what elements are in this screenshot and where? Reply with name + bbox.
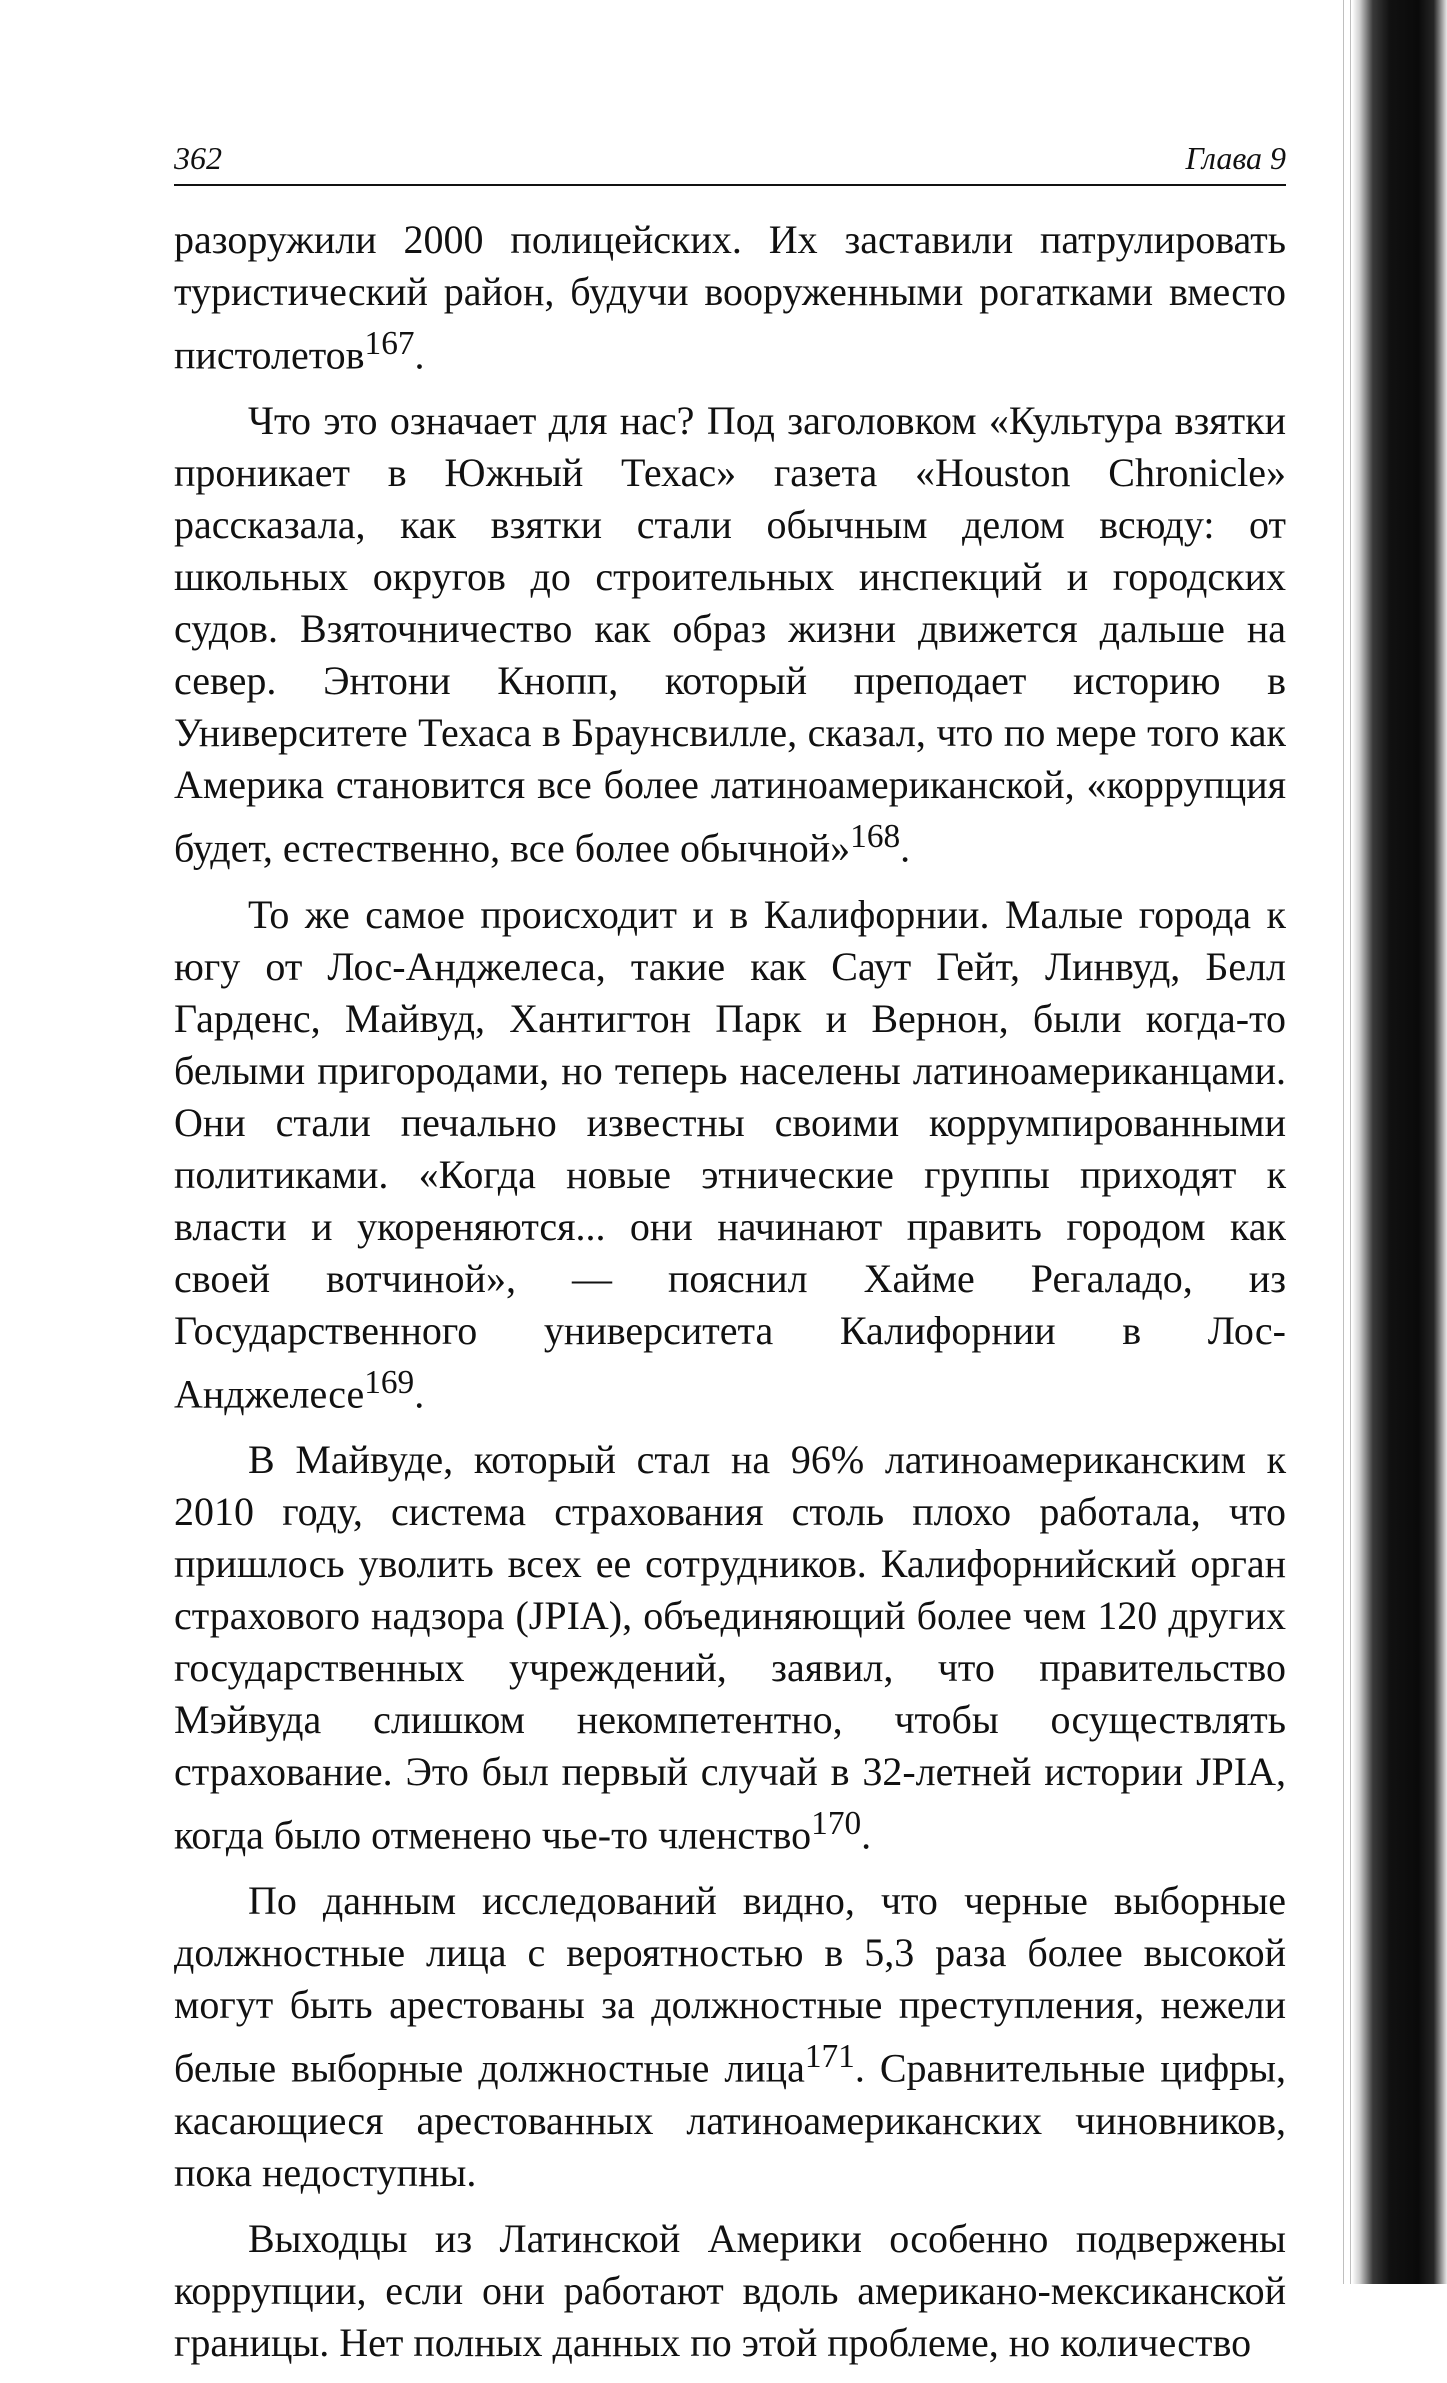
paragraph: В Майвуде, который стал на 96% латиноамериканским к 2010 году, система страхования столь плохо работала, что пришлось уволить всех ее сотрудников. Калифорнийский орган страхового надзора (JPIA), объединяющий более чем 120 других государственных учреждений, заявил, что правительство Мэйвуда слишком некомпетентно, чтобы осуществлять страхование. Это был первый случай в 32-летней истории JPIA, когда было отменено чье-то членство$^{170}$. bbox=[174, 1436, 1286, 1858]
running-header bbox=[174, 138, 1286, 186]
footnote-marker: 167 bbox=[364, 325, 415, 362]
footnote-marker: 168 bbox=[850, 818, 901, 856]
scan-binding-edge bbox=[1352, 0, 1447, 2284]
footnote-marker: 170 bbox=[811, 1804, 862, 1842]
page-number: 362 bbox=[174, 140, 222, 176]
paragraph: Выходцы из Латинской Америки особенно подвержены коррупции, если они работают вдоль американо-мексиканской границы. Нет полных данных по этой проблеме, но количество bbox=[174, 2215, 1286, 2365]
paragraph: По данным исследований видно, что черные выборные должностные лица с вероятностью в 5,3 раза более высокой могут быть арестованы за должностные преступления, нежели белые выборные должностные лица$^{171}$. Сравнительные цифры, касающиеся арестованных латиноамериканских чиновников, пока недоступны. bbox=[174, 1878, 1286, 2195]
paragraph: То же самое происходит и в Калифорнии. Малые города к югу от Лос-Анджелеса, такие как Саут Гейт, Линвуд, Белл Гарденс, Майвуд, Хантигтон Парк и Вернон, были когда-то белыми пригородами, но теперь населены латиноамериканцами. Они стали печально известны своими коррумпированными политиками. «Когда новые этнические группы приходят к власти и укореняются... они начинают править городом как своей вотчиной», — пояснил Хайме Регаладо, из Государственного университета Калифорнии в Лос-Анджелесе$^{169}$. bbox=[174, 891, 1286, 1416]
footnote-marker: 171 bbox=[804, 2038, 855, 2076]
paragraph: разоружили 2000 полицейских. Их заставили патрулировать туристический район, будучи вооруженными рогатками вместо пистолетов$^{167}$. bbox=[174, 217, 1286, 378]
chapter-title: Глава 9 bbox=[1185, 140, 1286, 176]
footnote-marker: 169 bbox=[364, 1363, 415, 1401]
paragraph: Что это означает для нас? Под заголовком «Культура взятки проникает в Южный Техас» газета «Houston Chronicle» рассказала, как взятки стали обычным делом всюду: от школьных округов до строительных инспекций и городских судов. Взяточничество как образ жизни движется дальше на север. Энтони Кнопп, который преподает историю в Университете Техаса в Браунсвилле, сказал, что по мере того как Америка становится все более латиноамериканской, «коррупция будет, естественно, все более обычной»$^{168}$. bbox=[174, 398, 1286, 871]
body-text bbox=[174, 214, 1286, 2383]
